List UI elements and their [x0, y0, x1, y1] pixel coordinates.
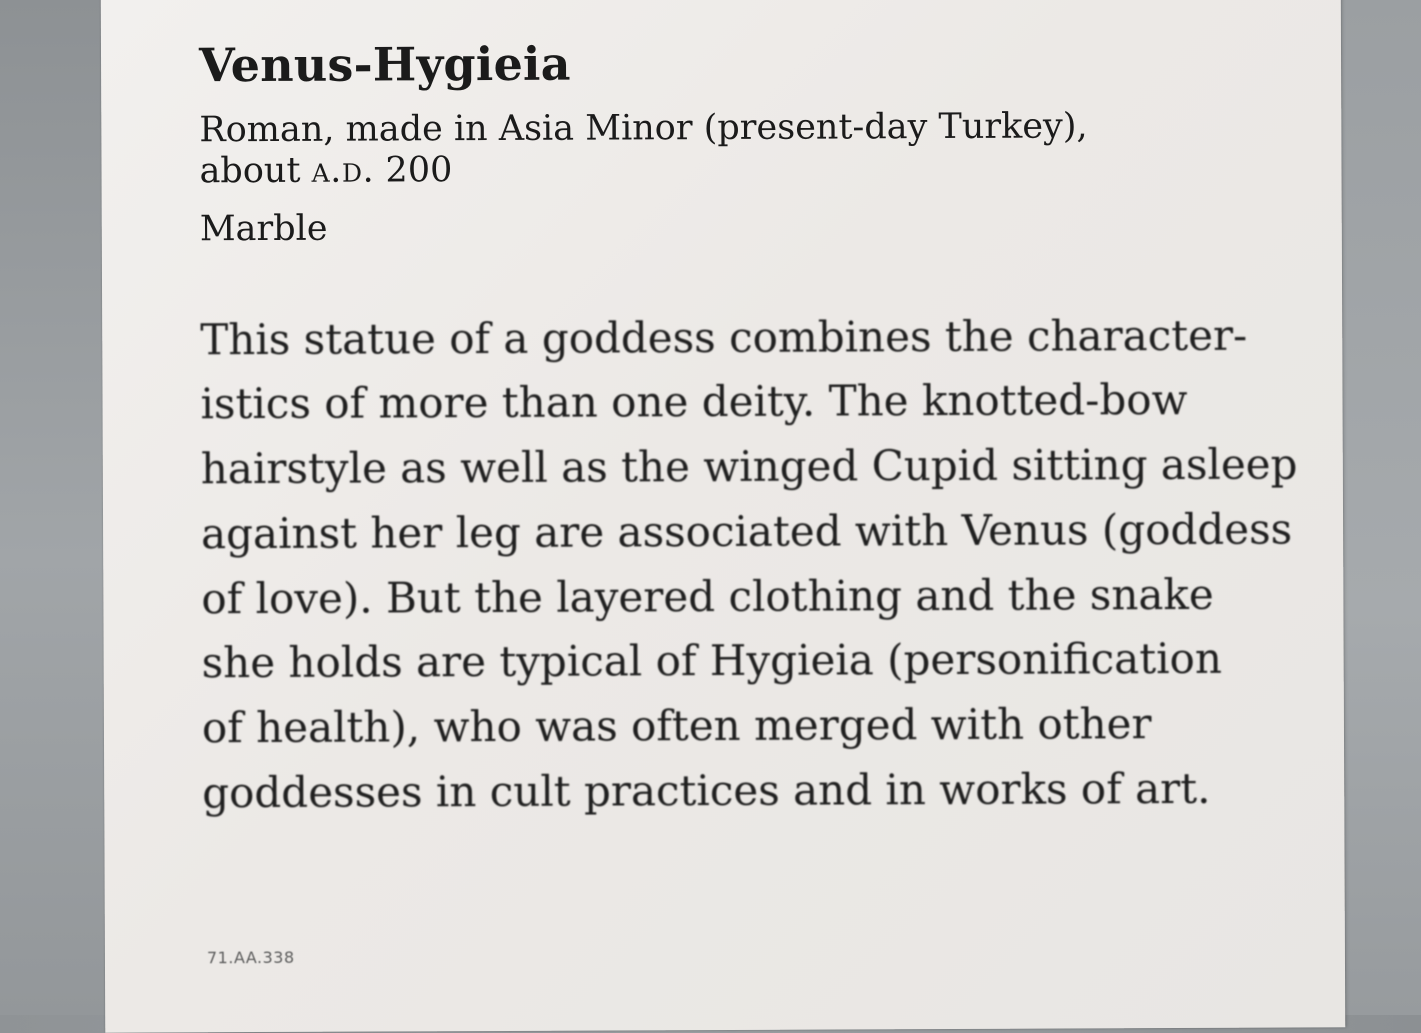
- description-line: she holds are typical of Hygieia (personification: [201, 633, 1223, 688]
- description-line: istics of more than one deity. The knotted-bow: [200, 375, 1188, 429]
- origin-line-1: Roman, made in Asia Minor (present-day Turkey),: [199, 106, 1088, 151]
- artwork-description: [200, 303, 1298, 825]
- artwork-title: Venus-Hygieia: [198, 36, 571, 93]
- description-line: of health), who was often merged with other: [201, 698, 1152, 753]
- accession-number: 71.AA.338: [206, 947, 295, 968]
- origin-era: a.d.: [311, 150, 375, 191]
- label-content: [198, 36, 1298, 826]
- description-line: against her leg are associated with Venus (goddess: [200, 504, 1293, 559]
- description-line: hairstyle as well as the winged Cupid sitting asleep: [200, 439, 1298, 494]
- origin-line-2: [199, 147, 1279, 193]
- origin-year: 200: [385, 150, 453, 191]
- description-line: of love). But the layered clothing and the snake: [201, 569, 1214, 623]
- left-wall-background: [0, 0, 110, 1015]
- right-wall-background: [1336, 0, 1421, 1015]
- description-line: This statue of a goddess combines the character-: [200, 310, 1248, 365]
- museum-label-card: [101, 0, 1346, 1033]
- description-line: goddesses in cult practices and in works of art.: [202, 763, 1211, 817]
- artwork-material: Marble: [199, 208, 328, 250]
- artwork-origin: [199, 106, 1279, 193]
- origin-prefix: about: [199, 150, 301, 192]
